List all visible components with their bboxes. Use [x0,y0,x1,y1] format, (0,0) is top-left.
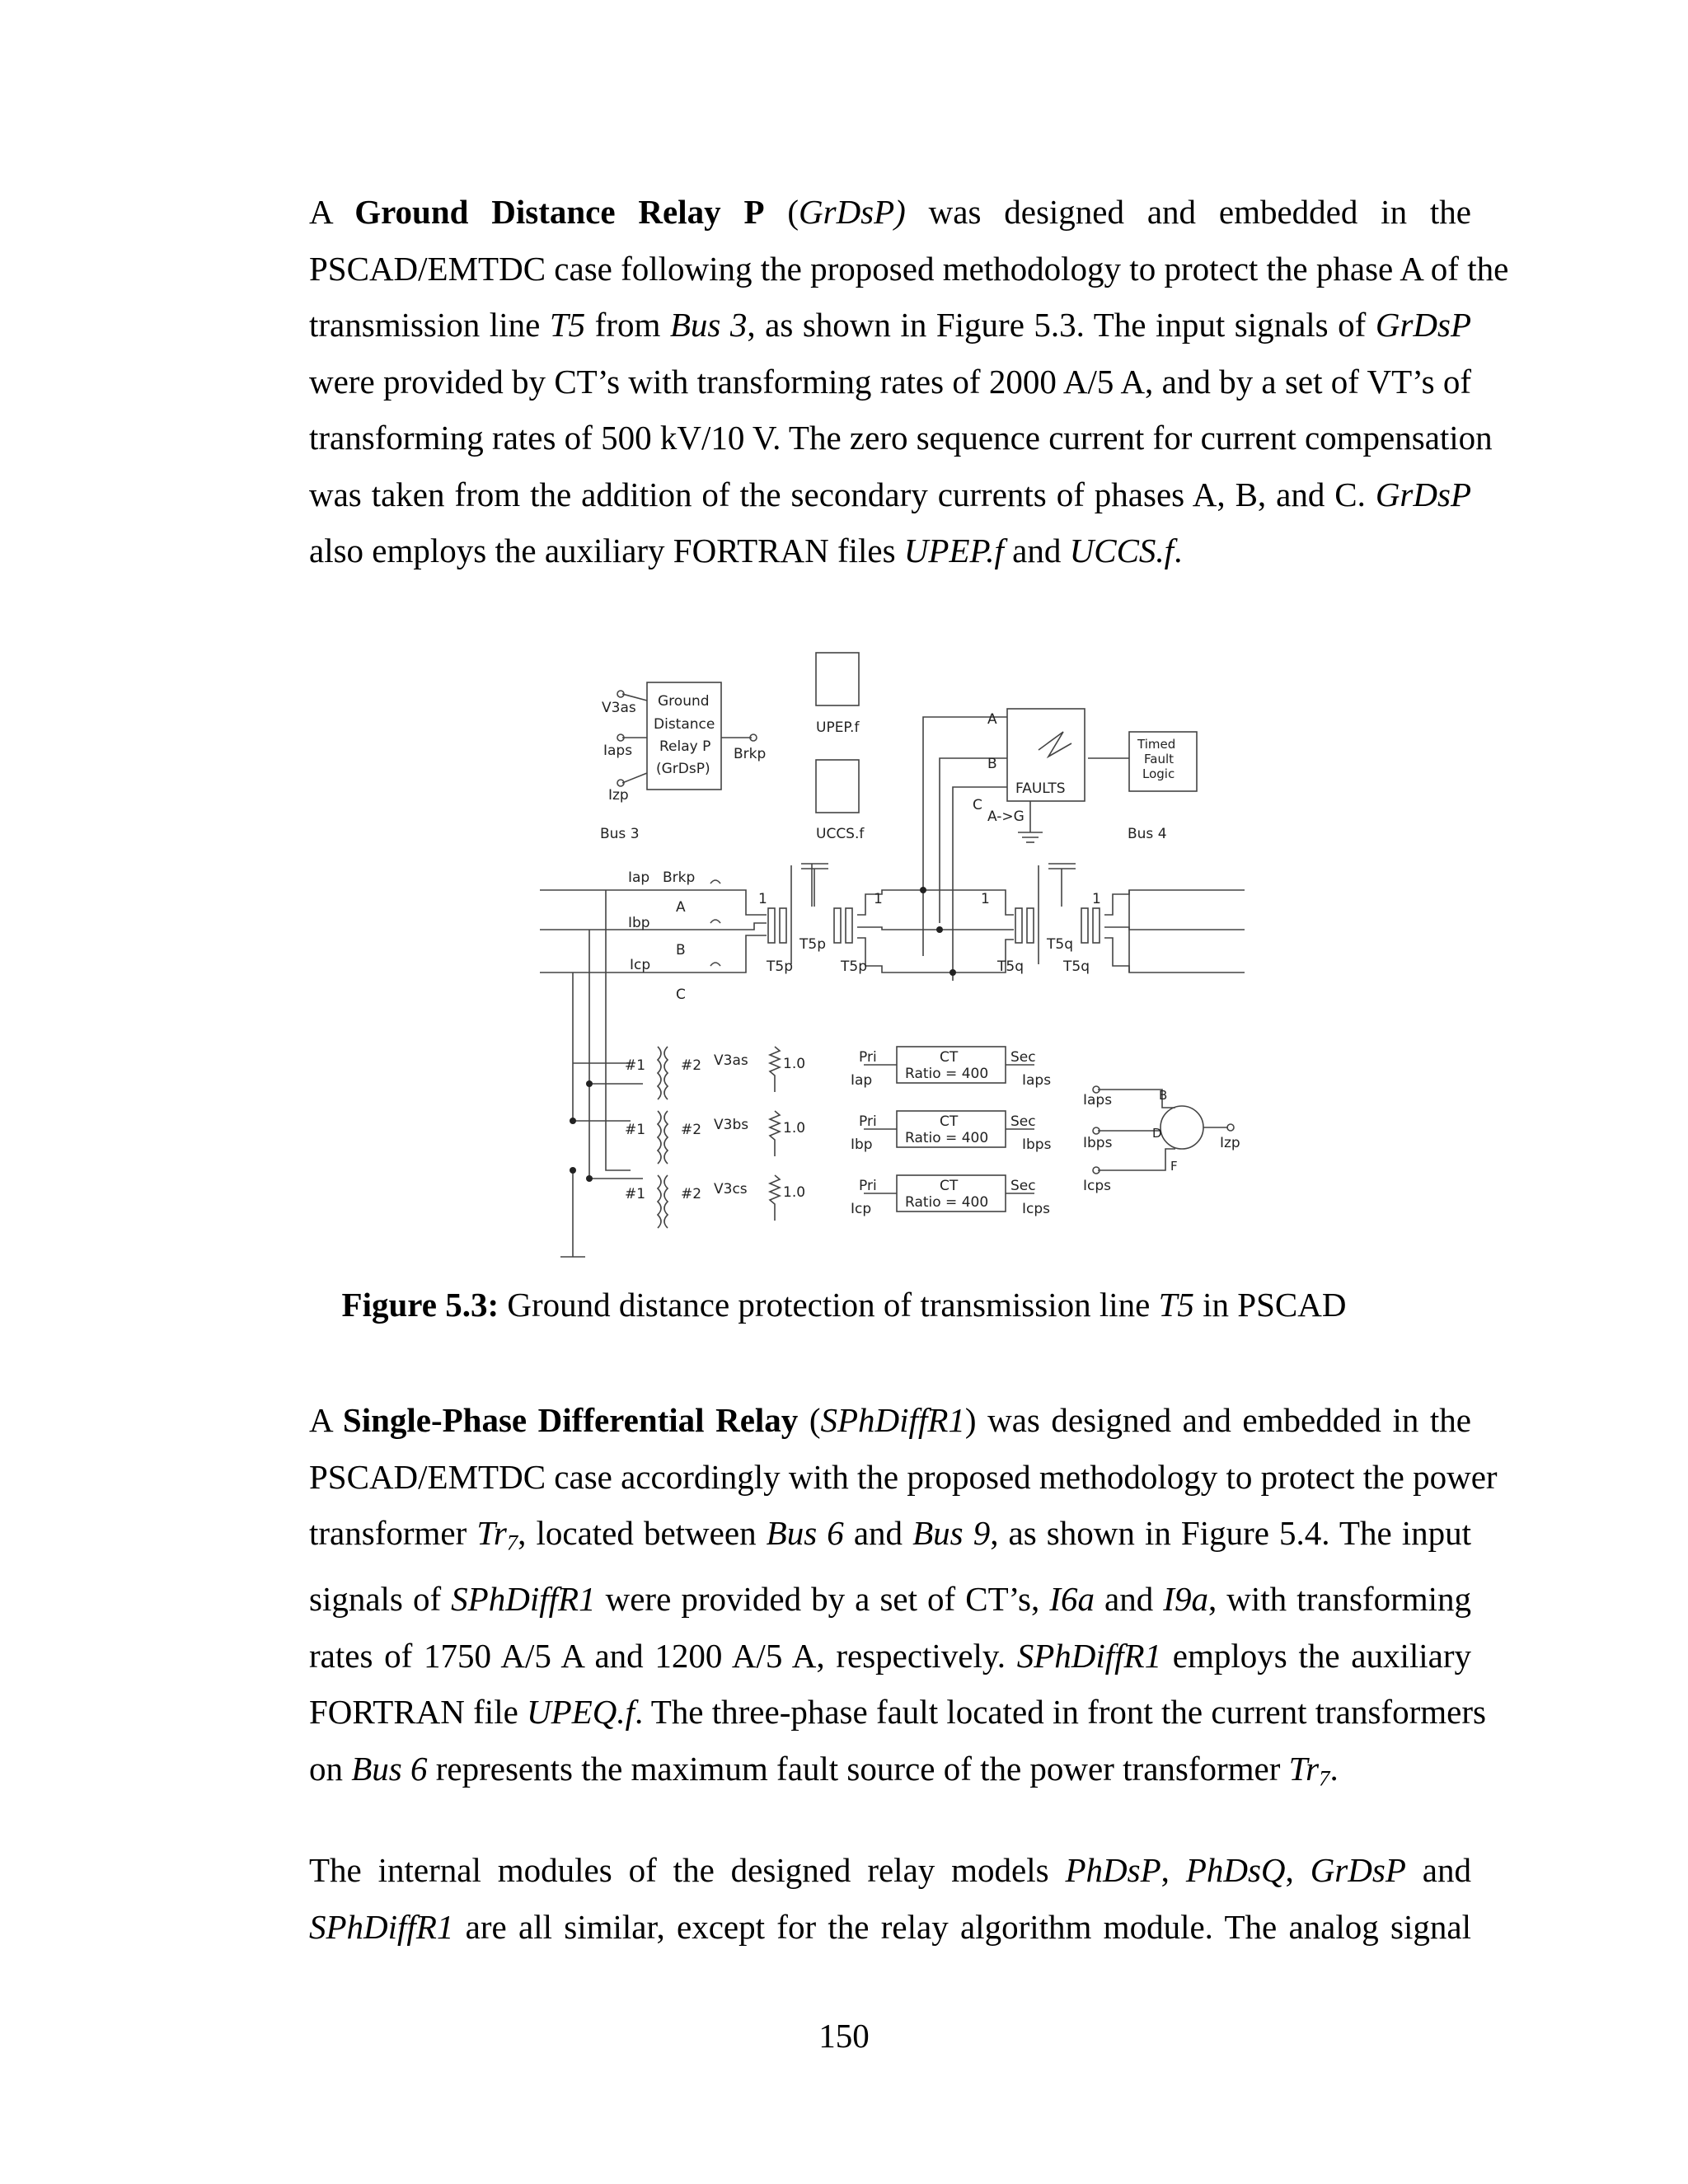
ct-output-icps: Icps [1022,1201,1051,1217]
line-terminal-label: 1 [1092,891,1101,907]
text-line: FORTRAN file UPEQ.f. The three-phase fault located in front the current transformers [309,1693,1486,1732]
vt-output-v3as: V3as [714,1052,748,1069]
line-segment-label: T5q [1063,958,1090,975]
faults-label: FAULTS [1015,780,1066,797]
line-terminal-label: 1 [981,891,990,907]
breaker-brkp-label: Brkp [663,869,696,886]
ct-sec-label: Sec [1010,1178,1036,1194]
ct-output-iaps: Iaps [1022,1072,1052,1089]
text-line: transmission line T5 from Bus 3, as shown in Figure 5.3. The input signals of GrDsP [309,306,1472,344]
vt-winding-1: #1 [625,1057,646,1074]
ct-input-ibp: Ibp [851,1137,873,1153]
fault-phase-b: B [987,756,997,772]
resistor-value: 1.0 [783,1056,806,1072]
text-line: SPhDiffR1 are all similar, except for the relay algorithm module. The analog signal [309,1907,1471,1946]
fault-type-label: A->G [987,808,1025,825]
relay-output-brkp: Brkp [734,746,767,762]
icp-label: Icp [630,957,651,973]
resistor-value: 1.0 [783,1184,806,1201]
relay-input-iaps: Iaps [603,743,633,759]
sum-output-izp: Izp [1220,1135,1240,1151]
phase-b-label: B [676,942,686,958]
timed-logic-label: Timed [1137,737,1176,752]
ct-title: CT [940,1049,959,1066]
relay-input-v3as: V3as [602,700,636,716]
text-line: The internal modules of the designed relay models PhDsP, PhDsQ, GrDsP and [309,1851,1471,1889]
resistor-value: 1.0 [783,1120,806,1137]
ct-ratio: Ratio = 400 [905,1130,989,1146]
bus-3-label: Bus 3 [600,826,640,842]
breaker-iap-label: Iap [628,869,650,886]
line-terminal-label: 1 [874,891,883,907]
bus-4-label: Bus 4 [1128,826,1167,842]
vt-output-v3bs: V3bs [714,1117,749,1133]
relay-label: Ground [658,693,710,710]
paragraph-differential-relay [309,1392,1498,1807]
ct-ratio: Ratio = 400 [905,1066,989,1082]
text-line: rates of 1750 A/5 A and 1200 A/5 A, respectively. SPhDiffR1 employs the auxiliary [309,1636,1471,1675]
page-number: 150 [818,2017,870,2055]
summation-junction [1160,1106,1203,1149]
ct-sec-label: Sec [1010,1113,1036,1130]
ct-ratio: Ratio = 400 [905,1194,989,1211]
uccs-file-label: UCCS.f [816,826,865,842]
relay-label: Relay P [659,738,711,755]
text-line: PSCAD/EMTDC case accordingly with the proposed methodology to protect the power [309,1457,1498,1496]
text-line: A Single-Phase Differential Relay (SPhDiffR1) was designed and embedded in the [309,1401,1471,1439]
paragraph-ground-distance-relay [309,184,1509,579]
vt-winding-2: #2 [681,1057,702,1074]
text-line: PSCAD/EMTDC case following the proposed methodology to protect the phase A of the [309,249,1509,288]
text-line: transforming rates of 500 kV/10 V. The zero sequence current for current compensation [309,419,1493,457]
ct-pri-label: Pri [859,1113,877,1130]
line-segment-label: T5q [1047,936,1073,953]
sum-input-iaps: Iaps [1083,1092,1113,1108]
ct-pri-label: Pri [859,1178,877,1194]
upep-file-box [816,653,859,705]
paragraph-internal-modules [309,1842,1471,1955]
line-segment-label: T5q [997,958,1024,975]
relay-label: Distance [654,716,715,733]
ct-sec-label: Sec [1010,1049,1036,1066]
text-line: signals of SPhDiffR1 were provided by a set of CT’s, I6a and I9a, with transforming [309,1580,1471,1619]
sum-port-d: D [1152,1126,1162,1141]
sum-input-icps: Icps [1083,1178,1112,1194]
line-segment-label: T5p [799,936,826,953]
text-line: also employs the auxiliary FORTRAN files UPEP.f and UCCS.f. [309,532,1183,569]
vt-winding-2: #2 [681,1122,702,1138]
text-line: transformer $Tr_7$, located between Bus 6 and Bus 9, as shown in Figure 5.4. The input [309,1514,1472,1555]
phase-c-label: C [676,987,686,1003]
fault-phase-a: A [987,711,997,728]
ct-title: CT [940,1113,959,1130]
relay-input-izp: Izp [608,787,629,804]
ibp-label: Ibp [628,915,650,931]
phase-a-label: A [676,899,686,916]
figure-caption: Figure 5.3: Ground distance protection of transmission line T5 in PSCAD [341,1286,1347,1324]
ct-input-iap: Iap [851,1072,873,1089]
ct-output-ibps: Ibps [1022,1137,1052,1153]
upep-file-label: UPEP.f [816,719,860,736]
sum-port-b: B [1159,1088,1168,1103]
line-segment-label: T5p [841,958,867,975]
pscad-circuit-figure [536,643,1261,1261]
text-line: on Bus 6 represents the maximum fault source of the power transformer $Tr_7$. [309,1749,1339,1791]
timed-logic-label: Logic [1142,766,1175,781]
sum-port-f: F [1170,1159,1178,1174]
vt-winding-1: #1 [625,1186,646,1202]
line-terminal-label: 1 [758,891,767,907]
fault-phase-c: C [973,797,982,813]
vt-winding-2: #2 [681,1186,702,1202]
circuit-diagram [536,643,1261,1261]
relay-label: (GrDsP) [656,761,710,777]
uccs-file-box [816,760,859,813]
timed-logic-label: Fault [1144,752,1174,766]
vt-output-v3cs: V3cs [714,1181,748,1197]
text-line: were provided by CT’s with transforming rates of 2000 A/5 A, and by a set of VT’s of [309,362,1471,401]
line-segment-label: T5p [767,958,793,975]
text-line: A Ground Distance Relay P (GrDsP) was designed and embedded in the [309,193,1471,231]
sum-input-ibps: Ibps [1083,1135,1113,1151]
ct-input-icp: Icp [851,1201,872,1217]
ct-pri-label: Pri [859,1049,877,1066]
text-line: was taken from the addition of the secondary currents of phases A, B, and C. GrDsP [309,475,1471,513]
vt-winding-1: #1 [625,1122,646,1138]
ct-title: CT [940,1178,959,1194]
